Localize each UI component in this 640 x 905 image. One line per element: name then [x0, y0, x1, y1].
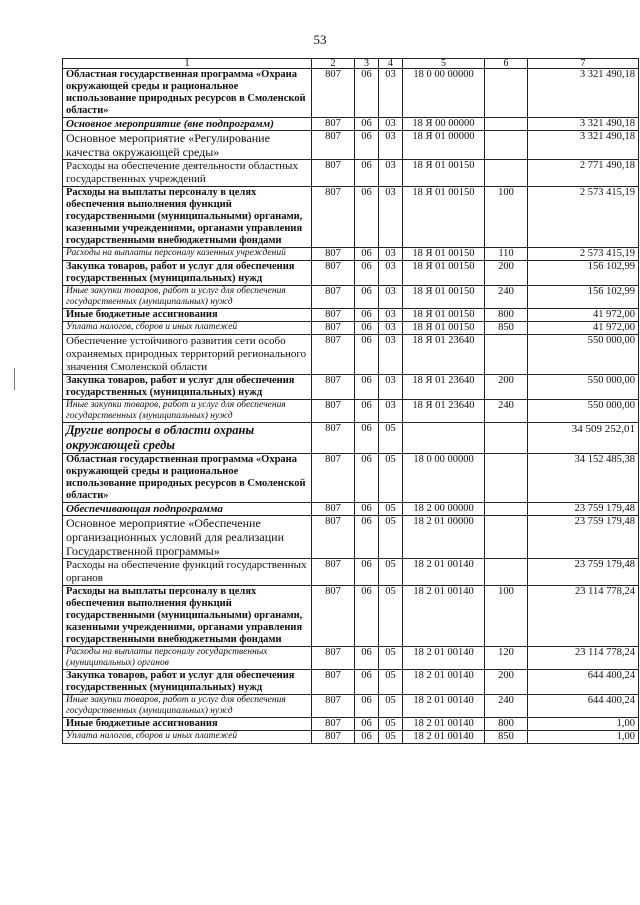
- section-code-cell: 807: [312, 586, 355, 647]
- expense-type-cell: [485, 503, 528, 516]
- expense-type-cell: 800: [485, 309, 528, 322]
- row-name-cell: Основное мероприятие «Обеспечение организационных условий для реализации Государственной программы»: [63, 516, 312, 559]
- subsection-cell: 06: [355, 718, 379, 731]
- subsection2-cell: 05: [379, 586, 403, 647]
- row-name-cell: Иные бюджетные ассигнования: [63, 309, 312, 322]
- amount-cell: 23 759 179,48: [528, 559, 639, 586]
- column-header: 4: [379, 59, 403, 69]
- table-row: [63, 69, 639, 118]
- amount-cell: 1,00: [528, 718, 639, 731]
- row-name-cell: Иные бюджетные ассигнования: [63, 718, 312, 731]
- expense-type-cell: 110: [485, 248, 528, 261]
- subsection-cell: 06: [355, 516, 379, 559]
- row-name-cell: Расходы на выплаты персоналу казенных учреждений: [63, 248, 312, 261]
- subsection-cell: 06: [355, 309, 379, 322]
- row-name-cell: Областная государственная программа «Охрана окружающей среды и рациональное использование природных ресурсов в Смоленской области»: [63, 69, 312, 118]
- subsection-cell: 06: [355, 454, 379, 503]
- section-code-cell: 807: [312, 731, 355, 744]
- amount-cell: 3 321 490,18: [528, 69, 639, 118]
- subsection2-cell: 05: [379, 670, 403, 695]
- subsection2-cell: 03: [379, 160, 403, 187]
- table-row: [63, 286, 639, 309]
- section-code-cell: 807: [312, 187, 355, 248]
- target-code-cell: 18 Я 00 00000: [403, 118, 485, 131]
- section-code-cell: 807: [312, 131, 355, 160]
- section-code-cell: 807: [312, 695, 355, 718]
- amount-cell: 156 102,99: [528, 261, 639, 286]
- target-code-cell: 18 2 01 00140: [403, 670, 485, 695]
- column-header: 7: [528, 59, 639, 69]
- column-header: 3: [355, 59, 379, 69]
- target-code-cell: 18 2 01 00140: [403, 718, 485, 731]
- row-name-cell: Иные закупки товаров, работ и услуг для обеспечения государственных (муниципальных) нужд: [63, 695, 312, 718]
- row-name-cell: Основное мероприятие (вне подпрограмм): [63, 118, 312, 131]
- subsection-cell: 06: [355, 670, 379, 695]
- subsection-cell: 06: [355, 131, 379, 160]
- section-code-cell: 807: [312, 261, 355, 286]
- amount-cell: 3 321 490,18: [528, 131, 639, 160]
- row-name-cell: Областная государственная программа «Охрана окружающей среды и рациональное использование природных ресурсов в Смоленской области»: [63, 454, 312, 503]
- expense-type-cell: [485, 335, 528, 375]
- target-code-cell: 18 Я 01 00150: [403, 261, 485, 286]
- expense-type-cell: 240: [485, 400, 528, 423]
- subsection-cell: 06: [355, 647, 379, 670]
- expense-type-cell: [485, 160, 528, 187]
- section-code-cell: 807: [312, 248, 355, 261]
- subsection-cell: 06: [355, 69, 379, 118]
- subsection2-cell: 05: [379, 559, 403, 586]
- section-code-cell: 807: [312, 454, 355, 503]
- section-code-cell: 807: [312, 118, 355, 131]
- target-code-cell: 18 2 01 00140: [403, 731, 485, 744]
- table-row: [63, 423, 639, 454]
- target-code-cell: 18 2 01 00000: [403, 516, 485, 559]
- margin-mark: [14, 368, 15, 390]
- amount-cell: 41 972,00: [528, 309, 639, 322]
- amount-cell: 550 000,00: [528, 375, 639, 400]
- budget-table: [62, 58, 639, 744]
- table-row: [63, 309, 639, 322]
- table-row: [63, 187, 639, 248]
- table-row: [63, 131, 639, 160]
- expense-type-cell: [485, 559, 528, 586]
- section-code-cell: 807: [312, 503, 355, 516]
- amount-cell: 34 152 485,38: [528, 454, 639, 503]
- section-code-cell: 807: [312, 647, 355, 670]
- subsection2-cell: 03: [379, 400, 403, 423]
- target-code-cell: 18 Я 01 23640: [403, 375, 485, 400]
- subsection-cell: 06: [355, 248, 379, 261]
- table-row: [63, 670, 639, 695]
- amount-cell: 550 000,00: [528, 400, 639, 423]
- amount-cell: 23 114 778,24: [528, 647, 639, 670]
- subsection2-cell: 03: [379, 69, 403, 118]
- section-code-cell: 807: [312, 286, 355, 309]
- section-code-cell: 807: [312, 335, 355, 375]
- subsection2-cell: 05: [379, 695, 403, 718]
- target-code-cell: 18 Я 01 00150: [403, 286, 485, 309]
- subsection2-cell: 03: [379, 286, 403, 309]
- subsection2-cell: 05: [379, 454, 403, 503]
- subsection-cell: 06: [355, 559, 379, 586]
- amount-cell: 41 972,00: [528, 322, 639, 335]
- expense-type-cell: [485, 454, 528, 503]
- amount-cell: 2 771 490,18: [528, 160, 639, 187]
- table-row: [63, 559, 639, 586]
- row-name-cell: Уплата налогов, сборов и иных платежей: [63, 731, 312, 744]
- table-row: [63, 118, 639, 131]
- target-code-cell: 18 2 01 00140: [403, 559, 485, 586]
- row-name-cell: Закупка товаров, работ и услуг для обеспечения государственных (муниципальных) нужд: [63, 670, 312, 695]
- row-name-cell: Закупка товаров, работ и услуг для обеспечения государственных (муниципальных) нужд: [63, 375, 312, 400]
- subsection-cell: 06: [355, 118, 379, 131]
- amount-cell: 3 321 490,18: [528, 118, 639, 131]
- subsection2-cell: 03: [379, 118, 403, 131]
- subsection-cell: 06: [355, 375, 379, 400]
- target-code-cell: 18 2 01 00140: [403, 586, 485, 647]
- expense-type-cell: 850: [485, 731, 528, 744]
- section-code-cell: 807: [312, 559, 355, 586]
- expense-type-cell: 100: [485, 586, 528, 647]
- expense-type-cell: 200: [485, 375, 528, 400]
- expense-type-cell: 800: [485, 718, 528, 731]
- row-name-cell: Основное мероприятие «Регулирование качества окружающей среды»: [63, 131, 312, 160]
- subsection-cell: 06: [355, 261, 379, 286]
- target-code-cell: 18 0 00 00000: [403, 454, 485, 503]
- target-code-cell: 18 Я 01 00150: [403, 160, 485, 187]
- subsection2-cell: 03: [379, 322, 403, 335]
- target-code-cell: 18 2 01 00140: [403, 695, 485, 718]
- table-row: [63, 516, 639, 559]
- row-name-cell: Расходы на обеспечение функций государственных органов: [63, 559, 312, 586]
- subsection2-cell: 05: [379, 718, 403, 731]
- subsection2-cell: 05: [379, 647, 403, 670]
- table-row: [63, 322, 639, 335]
- row-name-cell: Закупка товаров, работ и услуг для обеспечения государственных (муниципальных) нужд: [63, 261, 312, 286]
- amount-cell: 34 509 252,01: [528, 423, 639, 454]
- subsection2-cell: 05: [379, 731, 403, 744]
- row-name-cell: Обеспечение устойчивого развития сети особо охраняемых природных территорий регионального значения Смоленской области: [63, 335, 312, 375]
- table-row: [63, 375, 639, 400]
- section-code-cell: 807: [312, 69, 355, 118]
- table-row: [63, 503, 639, 516]
- section-code-cell: 807: [312, 718, 355, 731]
- table-row: [63, 647, 639, 670]
- subsection2-cell: 03: [379, 261, 403, 286]
- expense-type-cell: 200: [485, 670, 528, 695]
- subsection2-cell: 03: [379, 335, 403, 375]
- table-row: [63, 731, 639, 744]
- row-name-cell: Уплата налогов, сборов и иных платежей: [63, 322, 312, 335]
- amount-cell: 156 102,99: [528, 286, 639, 309]
- expense-type-cell: 240: [485, 286, 528, 309]
- table-row: [63, 454, 639, 503]
- subsection2-cell: 03: [379, 187, 403, 248]
- row-name-cell: Расходы на выплаты персоналу государственных (муниципальных) органов: [63, 647, 312, 670]
- table-row: [63, 248, 639, 261]
- expense-type-cell: [485, 423, 528, 454]
- target-code-cell: 18 Я 01 00000: [403, 131, 485, 160]
- column-header: 5: [403, 59, 485, 69]
- section-code-cell: 807: [312, 423, 355, 454]
- column-header: 6: [485, 59, 528, 69]
- target-code-cell: 18 Я 01 00150: [403, 187, 485, 248]
- subsection2-cell: 05: [379, 503, 403, 516]
- row-name-cell: Обеспечивающая подпрограмма: [63, 503, 312, 516]
- target-code-cell: 18 2 00 00000: [403, 503, 485, 516]
- target-code-cell: 18 Я 01 00150: [403, 248, 485, 261]
- target-code-cell: 18 Я 01 00150: [403, 309, 485, 322]
- amount-cell: 550 000,00: [528, 335, 639, 375]
- section-code-cell: 807: [312, 309, 355, 322]
- page-number: 53: [313, 32, 327, 47]
- table-row: [63, 335, 639, 375]
- section-code-cell: 807: [312, 160, 355, 187]
- subsection-cell: 06: [355, 503, 379, 516]
- target-code-cell: [403, 423, 485, 454]
- expense-type-cell: 120: [485, 647, 528, 670]
- table-row: [63, 400, 639, 423]
- subsection2-cell: 03: [379, 309, 403, 322]
- subsection2-cell: 03: [379, 131, 403, 160]
- table-body: [63, 69, 639, 744]
- expense-type-cell: 240: [485, 695, 528, 718]
- amount-cell: 23 759 179,48: [528, 503, 639, 516]
- column-header: 2: [312, 59, 355, 69]
- subsection-cell: 06: [355, 423, 379, 454]
- row-name-cell: Расходы на выплаты персоналу в целях обеспечения выполнения функций государственными (муниципальными) органами, казенными учреждениями, органами управления государственными внебюджетными фондами: [63, 187, 312, 248]
- header-row: [63, 59, 639, 69]
- expense-type-cell: [485, 118, 528, 131]
- table-row: [63, 586, 639, 647]
- amount-cell: 644 400,24: [528, 670, 639, 695]
- expense-type-cell: 200: [485, 261, 528, 286]
- subsection-cell: 06: [355, 322, 379, 335]
- target-code-cell: 18 Я 01 00150: [403, 322, 485, 335]
- subsection-cell: 06: [355, 335, 379, 375]
- amount-cell: 1,00: [528, 731, 639, 744]
- expense-type-cell: [485, 131, 528, 160]
- subsection2-cell: 03: [379, 248, 403, 261]
- table-row: [63, 261, 639, 286]
- target-code-cell: 18 2 01 00140: [403, 647, 485, 670]
- table-row: [63, 718, 639, 731]
- expense-type-cell: [485, 69, 528, 118]
- subsection2-cell: 05: [379, 516, 403, 559]
- row-name-cell: Другие вопросы в области охраны окружающей среды: [63, 423, 312, 454]
- amount-cell: 644 400,24: [528, 695, 639, 718]
- row-name-cell: Иные закупки товаров, работ и услуг для обеспечения государственных (муниципальных) нужд: [63, 400, 312, 423]
- section-code-cell: 807: [312, 670, 355, 695]
- table-row: [63, 160, 639, 187]
- row-name-cell: Иные закупки товаров, работ и услуг для обеспечения государственных (муниципальных) нужд: [63, 286, 312, 309]
- subsection2-cell: 03: [379, 375, 403, 400]
- section-code-cell: 807: [312, 322, 355, 335]
- subsection-cell: 06: [355, 586, 379, 647]
- subsection2-cell: 05: [379, 423, 403, 454]
- amount-cell: 2 573 415,19: [528, 248, 639, 261]
- expense-type-cell: [485, 516, 528, 559]
- subsection-cell: 06: [355, 160, 379, 187]
- amount-cell: 2 573 415,19: [528, 187, 639, 248]
- amount-cell: 23 759 179,48: [528, 516, 639, 559]
- section-code-cell: 807: [312, 400, 355, 423]
- subsection-cell: 06: [355, 286, 379, 309]
- target-code-cell: 18 0 00 00000: [403, 69, 485, 118]
- table-row: [63, 695, 639, 718]
- amount-cell: 23 114 778,24: [528, 586, 639, 647]
- subsection-cell: 06: [355, 731, 379, 744]
- row-name-cell: Расходы на обеспечение деятельности областных государственных учреждений: [63, 160, 312, 187]
- column-header: 1: [63, 59, 312, 69]
- target-code-cell: 18 Я 01 23640: [403, 335, 485, 375]
- expense-type-cell: 850: [485, 322, 528, 335]
- expense-type-cell: 100: [485, 187, 528, 248]
- row-name-cell: Расходы на выплаты персоналу в целях обеспечения выполнения функций государственными (муниципальными) органами, казенными учреждениями, органами управления государственными внебюджетными фондами: [63, 586, 312, 647]
- section-code-cell: 807: [312, 375, 355, 400]
- subsection-cell: 06: [355, 187, 379, 248]
- subsection-cell: 06: [355, 695, 379, 718]
- subsection-cell: 06: [355, 400, 379, 423]
- section-code-cell: 807: [312, 516, 355, 559]
- target-code-cell: 18 Я 01 23640: [403, 400, 485, 423]
